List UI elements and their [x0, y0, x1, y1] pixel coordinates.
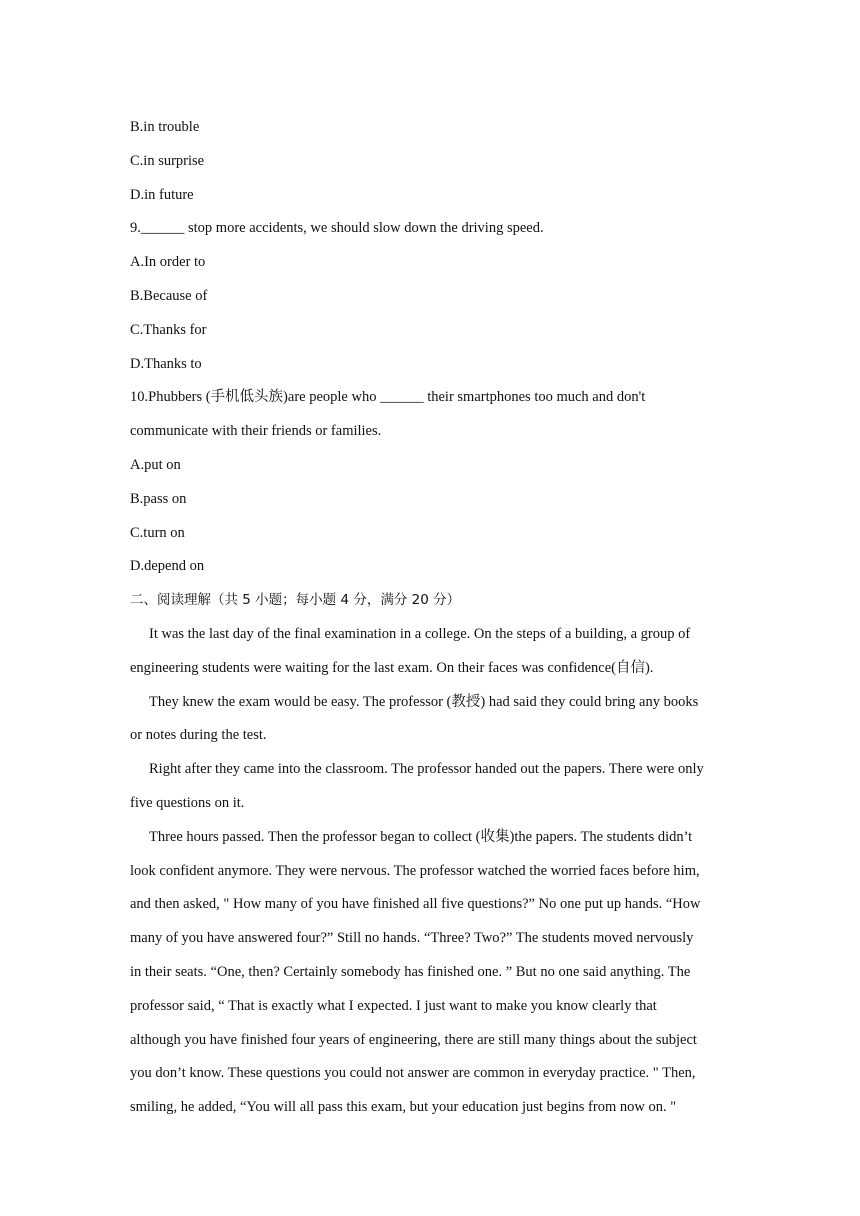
passage-line: engineering students were waiting for the last exam. On their faces was confidence(自信).	[130, 659, 654, 676]
passage-line: look confident anymore. They were nervous. The professor watched the worried faces before him,	[130, 862, 700, 879]
q10-option-a: A.put on	[130, 456, 181, 473]
exam-content	[130, 111, 735, 1125]
q9-option-b: B.Because of	[130, 287, 208, 304]
q9-option-d: D.Thanks to	[130, 355, 202, 372]
passage-line: or notes during the test.	[130, 727, 267, 744]
q10-stem-line-1: 10.Phubbers (手机低头族)are people who ______ their smartphones too much and don't	[130, 389, 646, 406]
passage-line: Three hours passed. Then the professor began to collect (收集)the papers. The students didn’t	[149, 828, 693, 845]
passage-line: Right after they came into the classroom. The professor handed out the papers. There were only	[149, 761, 704, 778]
q10-option-b: B.pass on	[130, 490, 187, 507]
q10-option-c: C.turn on	[130, 524, 185, 541]
passage-line: They knew the exam would be easy. The professor (教授) had said they could bring any books	[149, 693, 699, 710]
passage-line: smiling, he added, “You will all pass this exam, but your education just begins from now on. "	[130, 1099, 677, 1116]
passage-line: in their seats. “One, then? Certainly somebody has finished one. ” But no one said anything. The	[130, 963, 691, 980]
passage-line: many of you have answered four?” Still no hands. “Three? Two?” The students moved nervously	[130, 930, 694, 947]
q10-option-d: D.depend on	[130, 558, 205, 575]
q9-stem: 9.______ stop more accidents, we should slow down the driving speed.	[130, 220, 544, 237]
passage-line: and then asked, " How many of you have finished all five questions?” No one put up hands. “How	[130, 896, 701, 913]
q9-option-c: C.Thanks for	[130, 321, 207, 338]
q10-stem-line-2: communicate with their friends or families.	[130, 423, 382, 440]
q8-option-d: D.in future	[130, 186, 194, 203]
q9-option-a: A.In order to	[130, 254, 206, 271]
q8-option-c: C.in surprise	[130, 152, 205, 169]
passage-line: you don’t know. These questions you could not answer are common in everyday practice. " Then,	[130, 1065, 696, 1082]
passage-line: although you have finished four years of engineering, there are still many things about the subject	[130, 1031, 697, 1048]
passage-line: professor said, “ That is exactly what I expected. I just want to make you know clearly that	[130, 997, 657, 1014]
reading-section-title: 二、阅读理解（共 5 小题；每小题 4 分，满分 20 分）	[130, 592, 461, 609]
q8-option-b: B.in trouble	[130, 119, 200, 135]
passage-line: five questions on it.	[130, 794, 245, 811]
passage-line: It was the last day of the final examination in a college. On the steps of a building, a group of	[149, 625, 691, 642]
